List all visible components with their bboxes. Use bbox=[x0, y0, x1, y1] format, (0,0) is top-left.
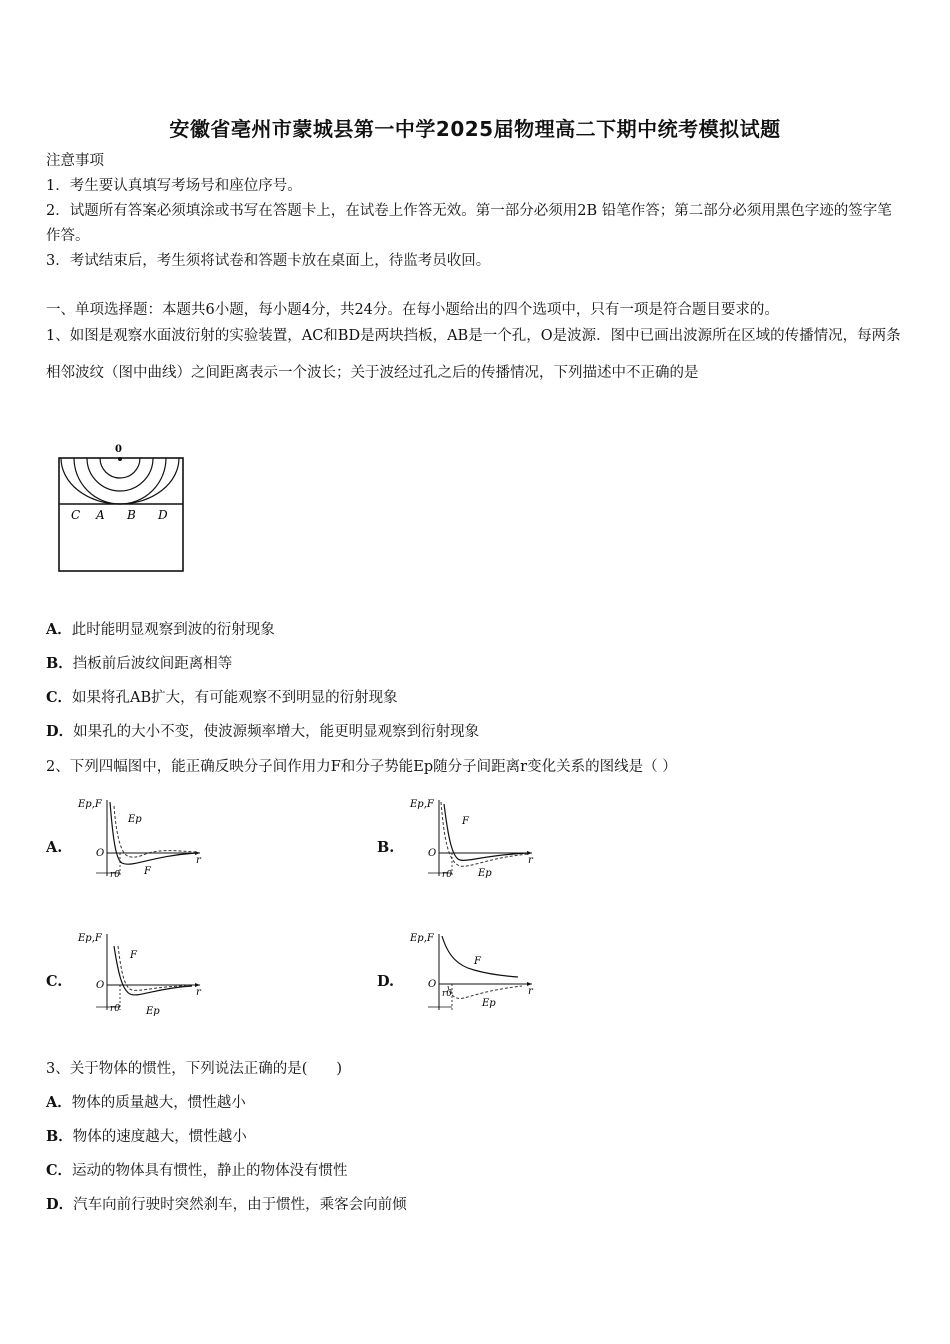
q1-option-c: C．如果将孔AB扩大，有可能观察不到明显的衍射现象 bbox=[46, 689, 398, 706]
q3-option-b: B．物体的速度越大，惯性越小 bbox=[46, 1128, 247, 1145]
point-b-label: B bbox=[127, 508, 136, 522]
note-item-3: 3．考试结束后，考生须将试卷和答题卡放在桌面上，待监考员收回。 bbox=[46, 253, 491, 269]
graph-d-curve2: Ep bbox=[482, 998, 496, 1009]
point-a-label: A bbox=[96, 508, 105, 522]
point-c-label: C bbox=[71, 508, 81, 522]
q2-option-c-label: C. bbox=[46, 973, 63, 990]
graph-a-r0: r0 bbox=[110, 870, 121, 880]
notes-heading: 注意事项 bbox=[46, 153, 104, 169]
graph-a-origin: O bbox=[96, 848, 105, 859]
q1-option-b: B．挡板前后波纹间距离相等 bbox=[46, 655, 233, 672]
q3-option-c: C．运动的物体具有惯性，静止的物体没有惯性 bbox=[46, 1162, 348, 1179]
graph-a-ylabel: Ep,F bbox=[78, 799, 102, 810]
source-label: 0 bbox=[115, 444, 122, 455]
graph-a-curve2: F bbox=[144, 866, 151, 877]
graph-c-r0: r0 bbox=[110, 1004, 121, 1014]
graph-b bbox=[408, 792, 538, 884]
graph-c-ylabel: Ep,F bbox=[78, 933, 102, 944]
section-heading: 一、单项选择题：本题共6小题，每小题4分，共24分。在每小题给出的四个选项中，只有一项是符合题目要求的。 bbox=[46, 302, 779, 318]
graph-b-xlabel: r bbox=[528, 855, 533, 866]
graph-d bbox=[408, 926, 538, 1018]
q1-option-d: D．如果孔的大小不变，使波源频率增大，能更明显观察到衍射现象 bbox=[46, 723, 480, 740]
graph-c-xlabel: r bbox=[196, 987, 201, 998]
q2-option-a-label: A. bbox=[46, 839, 63, 856]
graph-a-curve1: Ep bbox=[128, 814, 142, 825]
question-2-stem: 2、下列四幅图中，能正确反映分子间作用力F和分子势能Ep随分子间距离r变化关系的图线是（ ） bbox=[46, 759, 677, 775]
graph-c-curve1: F bbox=[130, 950, 137, 961]
graph-d-r0: r0 bbox=[442, 989, 453, 999]
graph-d-xlabel: r bbox=[528, 986, 533, 997]
graph-b-r0: r0 bbox=[442, 870, 453, 880]
graph-c-origin: O bbox=[96, 980, 105, 991]
note-item-2: 2．试题所有答案必须填涂或书写在答题卡上，在试卷上作答无效。第一部分必须用2B 铅笔作答；第二部分必须用黑色字迹的签字笔作答。 bbox=[46, 203, 892, 244]
graph-b-ylabel: Ep,F bbox=[410, 799, 434, 810]
graph-b-origin: O bbox=[428, 848, 437, 859]
question-3-stem: 3、关于物体的惯性，下列说法正确的是( ) bbox=[46, 1061, 343, 1077]
graph-a-xlabel: r bbox=[196, 855, 201, 866]
wave-diffraction-figure bbox=[52, 440, 192, 580]
note-item-1: 1．考生要认真填写考场号和座位序号。 bbox=[46, 178, 302, 194]
q2-option-d-label: D. bbox=[377, 973, 395, 990]
graph-a bbox=[76, 792, 206, 884]
q2-option-b-label: B. bbox=[377, 839, 395, 856]
graph-b-curve2: Ep bbox=[478, 868, 492, 879]
q3-option-d: D．汽车向前行驶时突然刹车，由于惯性，乘客会向前倾 bbox=[46, 1196, 407, 1213]
point-d-label: D bbox=[158, 508, 168, 522]
page-title: 安徽省亳州市蒙城县第一中学2025届物理高二下期中统考模拟试题 bbox=[169, 117, 781, 141]
graph-d-origin: O bbox=[428, 979, 437, 990]
graph-c bbox=[76, 926, 206, 1018]
graph-d-curve1: F bbox=[474, 956, 481, 967]
graph-d-ylabel: Ep,F bbox=[410, 933, 434, 944]
q1-option-a: A．此时能明显观察到波的衍射现象 bbox=[46, 621, 275, 638]
graph-b-curve1: F bbox=[462, 816, 469, 827]
graph-c-curve2: Ep bbox=[146, 1006, 160, 1017]
question-1-stem: 1、如图是观察水面波衍射的实验装置，AC和BD是两块挡板，AB是一个孔，O是波源．图中已画出波源所在区域的传播情况，每两条相邻波纹（图中曲线）之间距离表示一个波长；关于波经过孔之后的传播情况，下列描述中不正确的是 bbox=[46, 328, 901, 381]
q3-option-a: A．物体的质量越大，惯性越小 bbox=[46, 1094, 246, 1111]
